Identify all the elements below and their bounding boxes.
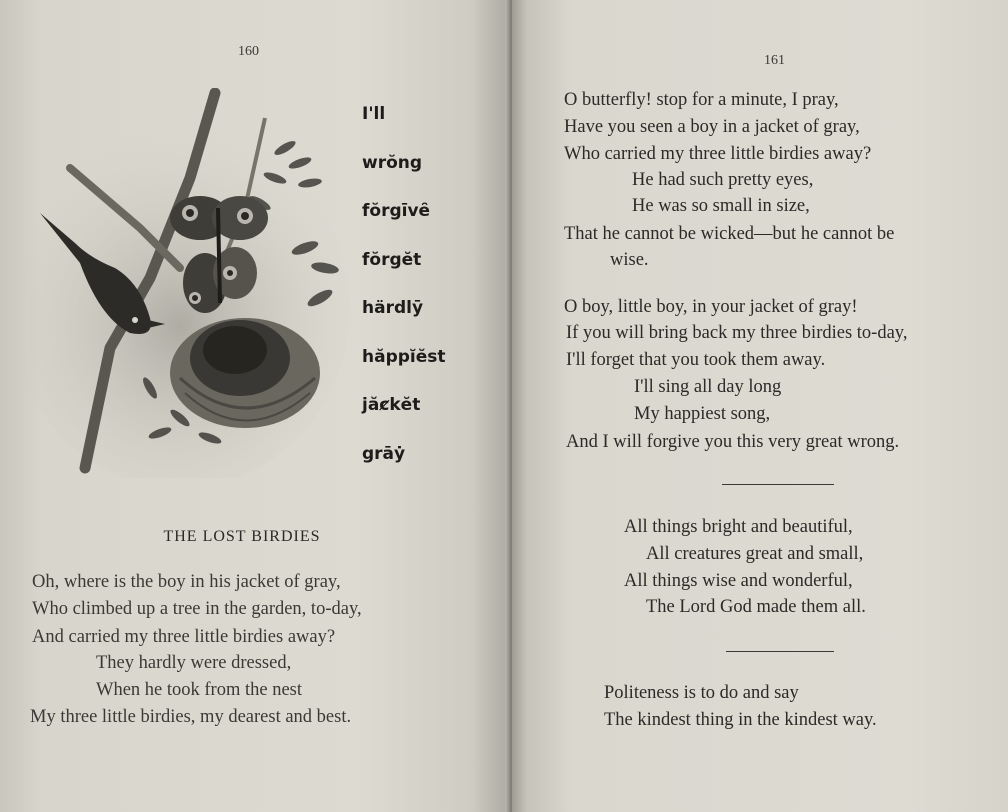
poem-line: I'll sing all day long xyxy=(634,377,782,397)
poem-line: My happiest song, xyxy=(634,404,771,424)
poem-line: All things bright and beautiful, xyxy=(624,517,853,537)
poem-title: THE LOST BIRDIES xyxy=(163,528,321,545)
poem-line: My three little birdies, my dearest and best. xyxy=(30,707,352,727)
vocab-word: fŏrgĕt xyxy=(362,249,422,270)
vocab-word: fŏrgīvȇ xyxy=(362,201,431,221)
vocab-word: härdlȳ xyxy=(362,298,424,318)
vocabulary-list xyxy=(362,96,446,484)
section-divider xyxy=(726,651,834,652)
poem-line: wise. xyxy=(610,250,649,270)
poem-line: The Lord God made them all. xyxy=(646,597,866,617)
poem-line: He had such pretty eyes, xyxy=(632,170,814,190)
poem-line: Have you seen a boy in a jacket of gray, xyxy=(564,117,860,137)
vocab-word: wrŏng xyxy=(362,152,423,173)
poem-line: I'll forget that you took them away. xyxy=(566,350,826,370)
poem-line: All things wise and wonderful, xyxy=(624,571,853,591)
page-number: 161 xyxy=(764,53,785,68)
poem-line: Oh, where is the boy in his jacket of gray, xyxy=(32,572,341,592)
right-page xyxy=(512,0,1008,812)
vocab-word: I'll xyxy=(362,104,386,124)
poem-line: If you will bring back my three birdies to-day, xyxy=(566,323,908,343)
poem-line: And I will forgive you this very great wrong. xyxy=(566,432,900,452)
poem-line: They hardly were dressed, xyxy=(96,653,292,673)
page-number: 160 xyxy=(238,44,259,59)
poem-line: O boy, little boy, in your jacket of gray! xyxy=(564,297,858,317)
poem-line: That he cannot be wicked—but he cannot be xyxy=(564,224,895,244)
section-divider xyxy=(722,484,834,485)
poem-line: Who carried my three little birdies away? xyxy=(564,144,872,164)
poem-line: All creatures great and small, xyxy=(646,544,864,564)
poem-line: O butterfly! stop for a minute, I pray, xyxy=(564,90,839,110)
poem-line: He was so small in size, xyxy=(632,196,810,216)
poem-line: Who climbed up a tree in the garden, to-day, xyxy=(32,599,362,619)
vocab-word: grāẏ xyxy=(362,443,406,464)
vocab-word: hăppĭĕst xyxy=(362,346,446,367)
poem-line: Politeness is to do and say xyxy=(604,683,799,703)
poem-line: And carried my three little birdies away? xyxy=(32,627,336,647)
birds-nest-illustration xyxy=(30,88,350,478)
vocab-word: jăȼkĕt xyxy=(362,395,421,415)
poem-line: The kindest thing in the kindest way. xyxy=(604,710,877,730)
poem-line: When he took from the nest xyxy=(96,680,303,700)
